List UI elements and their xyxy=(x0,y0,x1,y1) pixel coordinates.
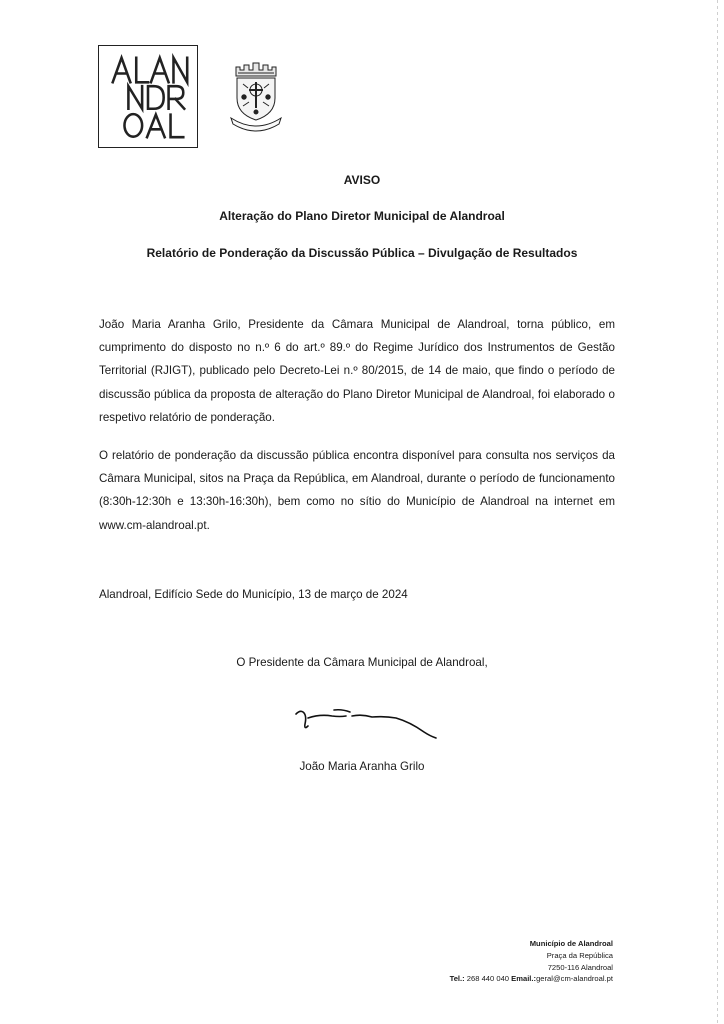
footer-email: geral@cm-alandroal.pt xyxy=(536,974,613,984)
notice-subtitle: Relatório de Ponderação da Discussão Pública – Divulgação de Resultados xyxy=(146,246,578,260)
body-paragraph-2: O relatório de ponderação da discussão pública encontra disponível para consulta nos serviços da Câmara Municipal, sitos na Praça da República, em Alandroal, durante o período de funcionamento (8:30h-12:30h e 13:30h-16:30h), bem como no sítio do Município de Alandroal na internet em www.cm-alandroal.pt. xyxy=(99,449,615,532)
closing-line: O Presidente da Câmara Municipal de Alandroal, xyxy=(236,656,488,669)
alandroal-wordmark-logo xyxy=(98,45,198,148)
footer-address-block xyxy=(450,938,613,985)
notice-subject: Alteração do Plano Diretor Municipal de Alandroal xyxy=(219,209,505,223)
page-edge xyxy=(717,0,718,1024)
signer-name: João Maria Aranha Grilo xyxy=(299,760,425,773)
footer-tel-label: Tel.: xyxy=(449,974,465,984)
footer-postal-code: 7250-116 Alandroal xyxy=(547,962,613,972)
footer-contact xyxy=(450,973,613,985)
footer-email-label: Email.: xyxy=(511,974,537,984)
footer-organization: Município de Alandroal xyxy=(529,939,613,948)
place-and-date: Alandroal, Edifício Sede do Município, 13 de março de 2024 xyxy=(99,588,408,601)
body-paragraph-1: João Maria Aranha Grilo, Presidente da Câmara Municipal de Alandroal, torna público, em cumprimento do disposto no n.º 6 do art.º 89.º do Regime Jurídico dos Instrumentos de Gestão Territorial (RJIGT), publicado pelo Decreto-Lei n.º 80/2015, de 14 de maio, que findo o período de discussão pública da proposta de alteração do Plano Diretor Municipal de Alandroal, foi elaborado o respetivo relatório de ponderação. xyxy=(99,318,615,424)
footer-street: Praça da República xyxy=(546,950,613,960)
handwritten-signature xyxy=(290,696,442,740)
municipal-coat-of-arms-icon xyxy=(228,60,284,132)
footer-tel: 268 440 040 xyxy=(466,974,510,984)
notice-heading: AVISO xyxy=(343,173,381,187)
